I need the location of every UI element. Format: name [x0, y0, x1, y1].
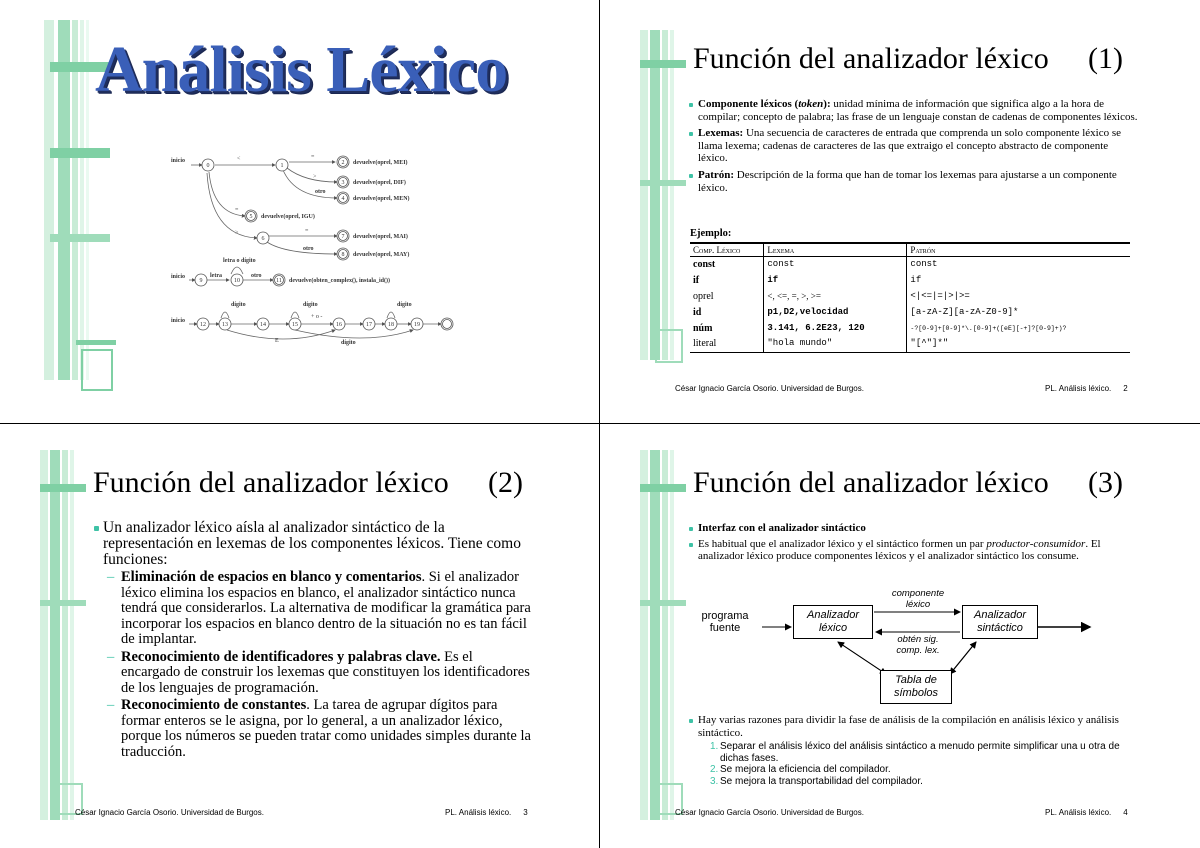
- table-row: const const const: [690, 257, 1130, 273]
- footer-author: César Ignacio García Osorio. Universidad de Burgos.: [75, 808, 264, 817]
- svg-text:inicio: inicio: [171, 158, 186, 164]
- svg-text:letra: letra: [210, 273, 222, 279]
- bullet-productor: Es habitual que el analizador léxico y el sintáctico formen un par productor-consumidor. El analizador léxico produce componentes léxicos y el analizador sintáctico los consume.: [688, 538, 1138, 563]
- svg-text:16: 16: [336, 322, 342, 328]
- svg-text:otro: otro: [315, 189, 326, 195]
- svg-text:0: 0: [206, 163, 210, 169]
- footer-course: PL. Análisis léxico. 2: [1045, 384, 1128, 393]
- svg-text:9: 9: [199, 278, 203, 284]
- function-item: – Eliminación de espacios en blanco y comentarios. Si el analizador léxico elimina los espacios en blanco, el analizador sintáctico nunca tendrá que considerarlos. La alternativa de modificar la gramática para incorporar los espacios en blanco dentro de la situación no es tan fácil de implantar.: [103, 570, 533, 648]
- example-label: Ejemplo:: [690, 228, 732, 239]
- svg-text:12: 12: [200, 322, 206, 328]
- bullet-interfaz: Interfaz con el analizador sintáctico: [688, 522, 1138, 535]
- table-row: núm 3.141, 6.2E23, 120 -?[0-9]+[0-9]*\.[0-9]+([eE][-+]?[0-9]+)?: [690, 320, 1130, 336]
- svg-text:letra o dígito: letra o dígito: [223, 258, 256, 264]
- page-divider-horizontal: [0, 423, 1200, 424]
- svg-text:3: 3: [341, 180, 345, 186]
- svg-text:6: 6: [261, 236, 265, 242]
- svg-text:dígito: dígito: [231, 302, 246, 308]
- token-label: componente léxico: [891, 588, 945, 610]
- page-divider-vertical: [599, 0, 600, 848]
- parser-box: Analizador sintáctico: [962, 605, 1038, 639]
- reason-item: 1. Separar el análisis léxico del análisis sintáctico a menudo permite simplificar una u otra de dichas fases.: [710, 741, 1120, 764]
- svg-text:dígito: dígito: [341, 340, 356, 346]
- bullet-razones: Hay varias razones para dividir la fase de análisis de la compilación en análisis léxico y análisis sintáctico. 1. Separar el análisis léxico del análisis sintáctico a menudo permite simplificar una u otra de dichas fases. 2. Se mejora la eficiencia del compilador. 3. Se mejora la transportabilidad del compilador.: [688, 714, 1138, 787]
- reason-item: 3. Se mejora la transportabilidad del compilador.: [710, 775, 923, 787]
- slide-1: [0, 0, 600, 424]
- svg-text:13: 13: [222, 322, 228, 328]
- reason-item: 2. Se mejora la eficiencia del compilador.: [710, 764, 891, 776]
- svg-text:devuelve(oprel, MEI): devuelve(oprel, MEI): [353, 160, 408, 166]
- token-table: [690, 242, 1130, 353]
- svg-text:+ o -: + o -: [311, 314, 323, 320]
- slide-content-2: [688, 714, 1138, 790]
- table-row: if if if: [690, 273, 1130, 289]
- svg-text:devuelve(oprel, IGU): devuelve(oprel, IGU): [261, 214, 315, 220]
- footer-author: César Ignacio García Osorio. Universidad de Burgos.: [675, 808, 864, 817]
- input-label: programa fuente: [701, 610, 749, 634]
- slide-content: [93, 520, 533, 762]
- svg-text:8: 8: [341, 252, 345, 258]
- slide-title: Función del analizador léxico (1): [693, 42, 1123, 75]
- bullet-intro: Un analizador léxico aísla al analizador sintáctico de la representación en lexemas de los componentes léxicos. Tiene como funciones: – Eliminación de espacios en blanco y comentarios. Si el analizador léxico elimina los espacios en blanco, el analizador sintáctico nunca tendrá que considerarlos. La alternativa de modificar la gramática para incorporar los espacios en blanco dentro de la situación no es tan fácil de implantar. – Reconocimiento de identificadores y palabras clave. Es el encargado de construir los lexemas que constituyen los identificadores de los lenguajes de programación. – Reconocimiento de constantes. La tarea de agrupar dígitos para formar enteros se le asigna, por lo general, a un analizador léxico, porque los números se pueden tratar como unidades simples durante la traducción.: [93, 520, 533, 760]
- svg-text:devuelve(oprel, MAY): devuelve(oprel, MAY): [353, 252, 410, 258]
- svg-text:10: 10: [234, 278, 240, 284]
- lexer-box: Analizador léxico: [793, 605, 873, 639]
- svg-text:E: E: [275, 338, 279, 344]
- slide-title: Función del analizador léxico (2): [93, 466, 523, 499]
- svg-text:7: 7: [341, 234, 345, 240]
- slide-content: [688, 98, 1138, 198]
- svg-text:otro: otro: [251, 273, 262, 279]
- slide-title: Función del analizador léxico (3): [693, 466, 1123, 499]
- presentation-title: Análisis Léxico: [95, 33, 508, 106]
- symbol-table-box: Tabla de símbolos: [880, 670, 952, 704]
- footer-course: PL. Análisis léxico. 3: [445, 808, 528, 817]
- slide-2: [600, 0, 1200, 424]
- svg-text:<: <: [237, 156, 241, 162]
- bullet-token: Componente léxicos (token): unidad mínima de información que significa algo a la hora de compilar; concepto de palabra; las frase de un lenguaje constan de cadenas de componentes léxicos.: [688, 98, 1138, 123]
- svg-text:devuelve(oprel, DIF): devuelve(oprel, DIF): [353, 180, 406, 186]
- slide-4: [600, 424, 1200, 848]
- svg-text:=: =: [311, 154, 315, 160]
- svg-text:devuelve(oprel, MAI): devuelve(oprel, MAI): [353, 234, 408, 240]
- svg-text:15: 15: [292, 322, 298, 328]
- svg-text:=: =: [305, 228, 309, 234]
- svg-text:devuelve(obten_complex(), inst: devuelve(obten_complex(), instala_id()): [289, 278, 390, 284]
- footer-author: César Ignacio García Osorio. Universidad de Burgos.: [675, 384, 864, 393]
- svg-text:>: >: [235, 230, 239, 236]
- svg-text:>: >: [313, 174, 317, 180]
- svg-text:5: 5: [249, 214, 253, 220]
- svg-text:=: =: [235, 207, 239, 213]
- table-header: Comp. Léxico: [690, 243, 764, 257]
- svg-text:11: 11: [276, 278, 282, 284]
- function-item: – Reconocimiento de identificadores y palabras clave. Es el encargado de construir los lexemas que constituyen los identificadores de los lenguajes de programación.: [103, 650, 533, 697]
- svg-text:otro: otro: [303, 246, 314, 252]
- svg-text:14: 14: [260, 322, 266, 328]
- svg-text:1: 1: [280, 163, 284, 169]
- footer-course: PL. Análisis léxico. 4: [1045, 808, 1128, 817]
- svg-text:4: 4: [341, 196, 345, 202]
- svg-text:19: 19: [414, 322, 420, 328]
- svg-text:18: 18: [388, 322, 394, 328]
- svg-text:inicio: inicio: [171, 318, 186, 324]
- slide-3: [0, 424, 600, 848]
- svg-text:17: 17: [366, 322, 372, 328]
- svg-text:inicio: inicio: [171, 274, 186, 280]
- svg-text:2: 2: [341, 160, 345, 166]
- svg-text:devuelve(oprel, MEN): devuelve(oprel, MEN): [353, 196, 410, 202]
- table-header: Lexema: [764, 243, 907, 257]
- svg-text:dígito: dígito: [303, 302, 318, 308]
- transition-diagram: [165, 148, 465, 348]
- bullet-patron: Patrón: Descripción de la forma que han de tomar los lexemas para ajustarse a un componente léxico.: [688, 169, 1138, 194]
- table-header: Patrón: [907, 243, 1130, 257]
- bullet-lexemas: Lexemas: Una secuencia de caracteres de entrada que comprenda un solo componente léxico se llama lexema; cadenas de caracteres de las que extraigo el concepto abstracto de componente léxico.: [688, 127, 1138, 165]
- svg-text:dígito: dígito: [397, 302, 412, 308]
- next-token-label: obtén sig. comp. lex.: [896, 634, 940, 656]
- table-row: literal "hola mundo" "[^"]*": [690, 336, 1130, 352]
- table-row: oprel <, <=, =, >, >= <|<=|=|>|>=: [690, 289, 1130, 305]
- function-item: – Reconocimiento de constantes. La tarea de agrupar dígitos para formar enteros se le asigna, por lo general, a un analizador léxico, porque los números se pueden tratar como unidades simples durante la traducción.: [103, 698, 533, 760]
- table-row: id p1,D2,velocidad [a-zA-Z][a-zA-Z0-9]*: [690, 304, 1130, 320]
